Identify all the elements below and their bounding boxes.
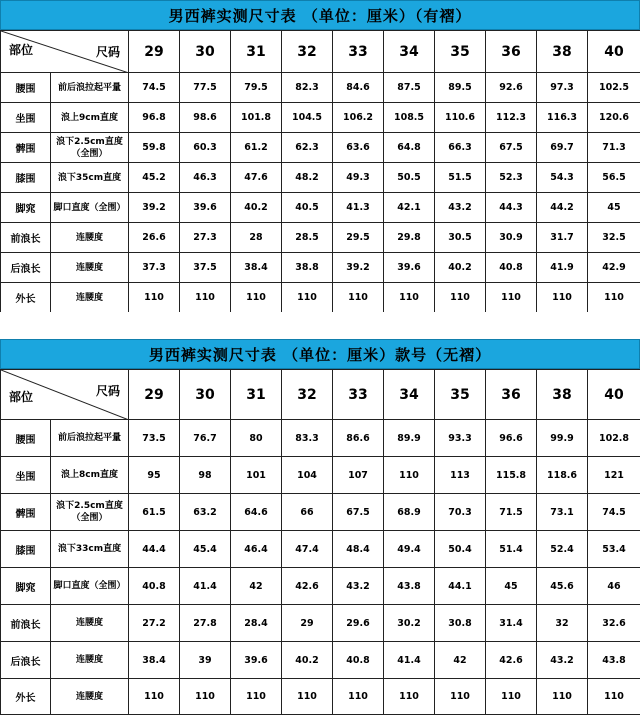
size-header-cell: 31 [231, 31, 282, 73]
value-cell: 37.3 [129, 253, 180, 283]
value-cell: 121 [588, 457, 640, 494]
value-cell: 40.2 [282, 642, 333, 679]
value-cell: 30.9 [486, 223, 537, 253]
table-row [1, 531, 640, 568]
value-cell: 32.5 [588, 223, 640, 253]
size-header-cell: 33 [333, 370, 384, 420]
value-cell: 101 [231, 457, 282, 494]
value-cell: 49.4 [384, 531, 435, 568]
value-cell: 68.9 [384, 494, 435, 531]
value-cell: 96.8 [129, 103, 180, 133]
value-cell: 28.4 [231, 605, 282, 642]
value-cell: 43.2 [435, 193, 486, 223]
part-cell: 膝围 [1, 163, 51, 193]
table-row [1, 73, 640, 103]
size-header-cell: 40 [588, 370, 640, 420]
part-cell: 后浪长 [1, 642, 51, 679]
table-row [1, 642, 640, 679]
size-header-cell: 38 [537, 370, 588, 420]
value-cell: 77.5 [180, 73, 231, 103]
method-cell: 连腰度 [51, 223, 129, 253]
size-header-cell: 30 [180, 31, 231, 73]
table-row [1, 103, 640, 133]
value-cell: 51.5 [435, 163, 486, 193]
size-header-cell: 32 [282, 31, 333, 73]
value-cell: 27.8 [180, 605, 231, 642]
value-cell: 104.5 [282, 103, 333, 133]
corner-part-label: 部位 [9, 43, 34, 57]
method-cell: 前后浪拉起平量 [51, 73, 129, 103]
size-header-cell: 30 [180, 370, 231, 420]
value-cell: 101.8 [231, 103, 282, 133]
value-cell: 43.2 [333, 568, 384, 605]
table-row [1, 223, 640, 253]
value-cell: 40.8 [333, 642, 384, 679]
size-table-pleated [0, 0, 640, 313]
value-cell: 76.7 [180, 420, 231, 457]
value-cell: 44.1 [435, 568, 486, 605]
value-cell: 64.6 [231, 494, 282, 531]
value-cell: 74.5 [588, 494, 640, 531]
value-cell: 115.8 [486, 457, 537, 494]
corner-header-cell [1, 31, 129, 73]
size-header-cell: 29 [129, 370, 180, 420]
value-cell: 28 [231, 223, 282, 253]
value-cell: 61.5 [129, 494, 180, 531]
value-cell: 43.8 [384, 568, 435, 605]
size-header-cell: 36 [486, 370, 537, 420]
value-cell: 44.2 [537, 193, 588, 223]
table-row [1, 679, 640, 715]
value-cell: 46 [588, 568, 640, 605]
size-header-cell: 34 [384, 31, 435, 73]
value-cell: 46.4 [231, 531, 282, 568]
value-cell: 108.5 [384, 103, 435, 133]
value-cell: 82.3 [282, 73, 333, 103]
header-row [1, 31, 640, 73]
part-cell: 髀围 [1, 133, 51, 163]
part-cell: 坐围 [1, 103, 51, 133]
value-cell: 42.6 [486, 642, 537, 679]
value-cell: 44.4 [129, 531, 180, 568]
method-cell: 前后浪拉起平量 [51, 420, 129, 457]
value-cell: 38.8 [282, 253, 333, 283]
value-cell: 40.2 [435, 253, 486, 283]
method-cell: 连腰度 [51, 283, 129, 313]
corner-header-cell [1, 370, 129, 420]
value-cell: 48.4 [333, 531, 384, 568]
value-cell: 110 [384, 283, 435, 313]
method-cell: 浪下33cm直度 [51, 531, 129, 568]
value-cell: 95 [129, 457, 180, 494]
value-cell: 38.4 [129, 642, 180, 679]
value-cell: 42 [231, 568, 282, 605]
value-cell: 66 [282, 494, 333, 531]
method-cell: 浪下35cm直度 [51, 163, 129, 193]
value-cell: 71.5 [486, 494, 537, 531]
part-cell: 前浪长 [1, 223, 51, 253]
value-cell: 46.3 [180, 163, 231, 193]
value-cell: 110 [231, 679, 282, 715]
size-header-cell: 36 [486, 31, 537, 73]
header-row [1, 370, 640, 420]
value-cell: 62.3 [282, 133, 333, 163]
value-cell: 106.2 [333, 103, 384, 133]
corner-size-label: 尺码 [95, 384, 120, 398]
value-cell: 112.3 [486, 103, 537, 133]
value-cell: 110 [588, 679, 640, 715]
value-cell: 47.4 [282, 531, 333, 568]
value-cell: 113 [435, 457, 486, 494]
value-cell: 110 [282, 679, 333, 715]
value-cell: 29.8 [384, 223, 435, 253]
size-header-cell: 33 [333, 31, 384, 73]
value-cell: 39.6 [384, 253, 435, 283]
value-cell: 107 [333, 457, 384, 494]
value-cell: 30.8 [435, 605, 486, 642]
value-cell: 70.3 [435, 494, 486, 531]
table-row [1, 420, 640, 457]
value-cell: 30.5 [435, 223, 486, 253]
corner-size-label: 尺码 [95, 45, 120, 59]
value-cell: 87.5 [384, 73, 435, 103]
value-cell: 60.3 [180, 133, 231, 163]
value-cell: 110 [537, 283, 588, 313]
value-cell: 63.2 [180, 494, 231, 531]
value-cell: 84.6 [333, 73, 384, 103]
value-cell: 48.2 [282, 163, 333, 193]
value-cell: 74.5 [129, 73, 180, 103]
value-cell: 45.2 [129, 163, 180, 193]
value-cell: 73.5 [129, 420, 180, 457]
value-cell: 110 [435, 283, 486, 313]
value-cell: 71.3 [588, 133, 640, 163]
size-grid [0, 369, 640, 715]
value-cell: 80 [231, 420, 282, 457]
value-cell: 45 [486, 568, 537, 605]
value-cell: 83.3 [282, 420, 333, 457]
part-cell: 脚窕 [1, 568, 51, 605]
size-header-cell: 31 [231, 370, 282, 420]
table-row [1, 133, 640, 163]
value-cell: 54.3 [537, 163, 588, 193]
value-cell: 110 [231, 283, 282, 313]
value-cell: 32.6 [588, 605, 640, 642]
value-cell: 110 [129, 283, 180, 313]
value-cell: 110.6 [435, 103, 486, 133]
value-cell: 49.3 [333, 163, 384, 193]
table-spacer [0, 312, 640, 339]
value-cell: 110 [282, 283, 333, 313]
value-cell: 67.5 [486, 133, 537, 163]
value-cell: 42.9 [588, 253, 640, 283]
value-cell: 45.6 [537, 568, 588, 605]
part-cell: 前浪长 [1, 605, 51, 642]
value-cell: 110 [384, 457, 435, 494]
value-cell: 42.1 [384, 193, 435, 223]
value-cell: 79.5 [231, 73, 282, 103]
value-cell: 42 [435, 642, 486, 679]
value-cell: 30.2 [384, 605, 435, 642]
method-cell: 连腰度 [51, 605, 129, 642]
part-cell: 膝围 [1, 531, 51, 568]
value-cell: 99.9 [537, 420, 588, 457]
size-grid [0, 30, 640, 313]
method-cell: 浪下2.5cm直度（全围） [51, 133, 129, 163]
value-cell: 66.3 [435, 133, 486, 163]
value-cell: 37.5 [180, 253, 231, 283]
value-cell: 53.4 [588, 531, 640, 568]
value-cell: 59.8 [129, 133, 180, 163]
value-cell: 102.8 [588, 420, 640, 457]
table-row [1, 494, 640, 531]
value-cell: 31.7 [537, 223, 588, 253]
value-cell: 41.9 [537, 253, 588, 283]
value-cell: 89.9 [384, 420, 435, 457]
value-cell: 44.3 [486, 193, 537, 223]
value-cell: 110 [333, 283, 384, 313]
part-cell: 髀围 [1, 494, 51, 531]
size-header-cell: 34 [384, 370, 435, 420]
value-cell: 61.2 [231, 133, 282, 163]
size-header-cell: 40 [588, 31, 640, 73]
method-cell: 连腰度 [51, 679, 129, 715]
table-row [1, 253, 640, 283]
table-row [1, 283, 640, 313]
value-cell: 29 [282, 605, 333, 642]
value-cell: 27.3 [180, 223, 231, 253]
value-cell: 116.3 [537, 103, 588, 133]
value-cell: 43.8 [588, 642, 640, 679]
value-cell: 102.5 [588, 73, 640, 103]
part-cell: 腰围 [1, 420, 51, 457]
value-cell: 110 [384, 679, 435, 715]
size-header-cell: 38 [537, 31, 588, 73]
value-cell: 120.6 [588, 103, 640, 133]
value-cell: 39.2 [129, 193, 180, 223]
method-cell: 连腰度 [51, 253, 129, 283]
table-row [1, 193, 640, 223]
value-cell: 40.8 [129, 568, 180, 605]
value-cell: 98.6 [180, 103, 231, 133]
value-cell: 56.5 [588, 163, 640, 193]
value-cell: 92.6 [486, 73, 537, 103]
value-cell: 63.6 [333, 133, 384, 163]
size-header-cell: 35 [435, 370, 486, 420]
part-cell: 脚窕 [1, 193, 51, 223]
value-cell: 67.5 [333, 494, 384, 531]
value-cell: 47.6 [231, 163, 282, 193]
value-cell: 42.6 [282, 568, 333, 605]
value-cell: 110 [537, 679, 588, 715]
part-cell: 坐围 [1, 457, 51, 494]
part-cell: 外长 [1, 679, 51, 715]
value-cell: 110 [333, 679, 384, 715]
value-cell: 52.3 [486, 163, 537, 193]
value-cell: 86.6 [333, 420, 384, 457]
value-cell: 110 [180, 679, 231, 715]
value-cell: 29.5 [333, 223, 384, 253]
size-table-unpleated [0, 339, 640, 715]
method-cell: 脚口直度（全围） [51, 193, 129, 223]
value-cell: 28.5 [282, 223, 333, 253]
value-cell: 51.4 [486, 531, 537, 568]
value-cell: 41.4 [384, 642, 435, 679]
value-cell: 50.5 [384, 163, 435, 193]
value-cell: 40.2 [231, 193, 282, 223]
value-cell: 45 [588, 193, 640, 223]
part-cell: 腰围 [1, 73, 51, 103]
value-cell: 39.6 [180, 193, 231, 223]
value-cell: 89.5 [435, 73, 486, 103]
table-row [1, 568, 640, 605]
value-cell: 31.4 [486, 605, 537, 642]
value-cell: 40.8 [486, 253, 537, 283]
value-cell: 110 [129, 679, 180, 715]
method-cell: 脚口直度（全围） [51, 568, 129, 605]
value-cell: 38.4 [231, 253, 282, 283]
table-title: 男西裤实测尺寸表 （单位：厘米）（有褶） [0, 0, 640, 30]
value-cell: 39.6 [231, 642, 282, 679]
value-cell: 40.5 [282, 193, 333, 223]
value-cell: 110 [486, 283, 537, 313]
value-cell: 73.1 [537, 494, 588, 531]
value-cell: 27.2 [129, 605, 180, 642]
value-cell: 118.6 [537, 457, 588, 494]
value-cell: 52.4 [537, 531, 588, 568]
size-header-cell: 32 [282, 370, 333, 420]
value-cell: 110 [180, 283, 231, 313]
table-title: 男西裤实测尺寸表 （单位：厘米）款号（无褶） [0, 339, 640, 369]
value-cell: 98 [180, 457, 231, 494]
value-cell: 93.3 [435, 420, 486, 457]
table-row [1, 457, 640, 494]
value-cell: 50.4 [435, 531, 486, 568]
method-cell: 浪上8cm直度 [51, 457, 129, 494]
size-header-cell: 29 [129, 31, 180, 73]
value-cell: 39 [180, 642, 231, 679]
value-cell: 104 [282, 457, 333, 494]
part-cell: 后浪长 [1, 253, 51, 283]
value-cell: 110 [435, 679, 486, 715]
value-cell: 110 [588, 283, 640, 313]
corner-part-label: 部位 [9, 390, 34, 404]
value-cell: 96.6 [486, 420, 537, 457]
value-cell: 41.4 [180, 568, 231, 605]
value-cell: 110 [486, 679, 537, 715]
value-cell: 64.8 [384, 133, 435, 163]
method-cell: 连腰度 [51, 642, 129, 679]
value-cell: 39.2 [333, 253, 384, 283]
value-cell: 69.7 [537, 133, 588, 163]
value-cell: 45.4 [180, 531, 231, 568]
table-row [1, 163, 640, 193]
value-cell: 41.3 [333, 193, 384, 223]
method-cell: 浪下2.5cm直度（全围） [51, 494, 129, 531]
value-cell: 43.2 [537, 642, 588, 679]
size-header-cell: 35 [435, 31, 486, 73]
method-cell: 浪上9cm直度 [51, 103, 129, 133]
value-cell: 26.6 [129, 223, 180, 253]
part-cell: 外长 [1, 283, 51, 313]
table-row [1, 605, 640, 642]
value-cell: 97.3 [537, 73, 588, 103]
value-cell: 29.6 [333, 605, 384, 642]
value-cell: 32 [537, 605, 588, 642]
